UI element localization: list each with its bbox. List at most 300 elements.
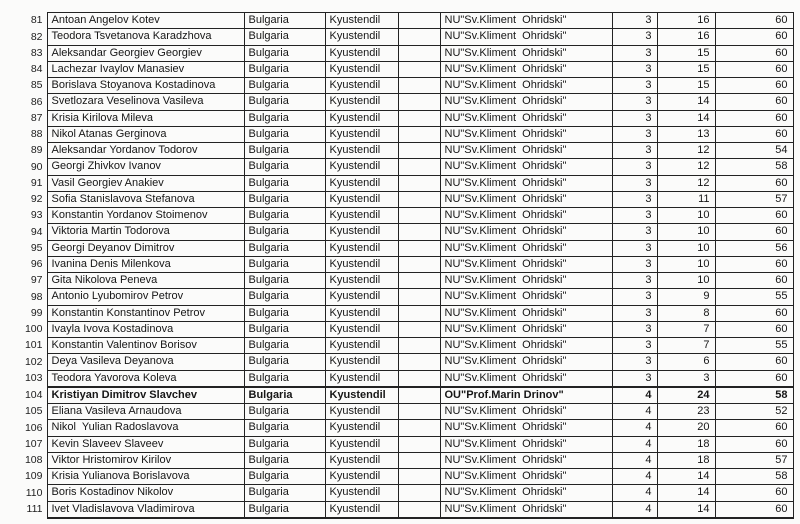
school-cell: NU"Sv.Kliment Ohridski" bbox=[440, 224, 612, 240]
table-row bbox=[0, 29, 793, 45]
city-cell: Kyustendil bbox=[325, 208, 398, 224]
school-cell: NU"Sv.Kliment Ohridski" bbox=[440, 159, 612, 175]
score-cell: 60 bbox=[715, 224, 793, 240]
school-cell: NU"Sv.Kliment Ohridski" bbox=[440, 191, 612, 207]
grade-cell: 4 bbox=[612, 501, 657, 518]
spacer-cell bbox=[398, 159, 440, 175]
points-cell: 15 bbox=[657, 45, 715, 61]
score-cell: 60 bbox=[715, 175, 793, 191]
school-cell: NU"Sv.Kliment Ohridski" bbox=[440, 256, 612, 272]
score-cell: 60 bbox=[715, 126, 793, 142]
points-cell: 10 bbox=[657, 208, 715, 224]
row-number-cell: 98 bbox=[30, 290, 43, 303]
score-cell: 58 bbox=[715, 159, 793, 175]
grade-cell: 4 bbox=[612, 485, 657, 501]
points-cell: 10 bbox=[657, 240, 715, 256]
school-cell: NU"Sv.Kliment Ohridski" bbox=[440, 94, 612, 110]
name-cell: Sofia Stanislavova Stefanova bbox=[47, 191, 244, 207]
table-row bbox=[0, 240, 793, 256]
grade-cell: 3 bbox=[612, 61, 657, 77]
school-cell: OU"Prof.Marin Drinov" bbox=[440, 387, 612, 404]
score-cell: 60 bbox=[715, 485, 793, 501]
points-cell: 18 bbox=[657, 436, 715, 452]
table-row bbox=[0, 175, 793, 191]
city-cell: Kyustendil bbox=[325, 485, 398, 501]
grade-cell: 3 bbox=[612, 208, 657, 224]
school-cell: NU"Sv.Kliment Ohridski" bbox=[440, 78, 612, 94]
name-cell: Aleksandar Yordanov Todorov bbox=[47, 143, 244, 159]
name-cell: Deya Vasileva Deyanova bbox=[47, 354, 244, 370]
spacer-cell bbox=[398, 256, 440, 272]
grade-cell: 4 bbox=[612, 420, 657, 436]
row-number-cell: 85 bbox=[30, 79, 43, 92]
school-cell: NU"Sv.Kliment Ohridski" bbox=[440, 501, 612, 518]
score-cell: 60 bbox=[715, 321, 793, 337]
school-cell: NU"Sv.Kliment Ohridski" bbox=[440, 420, 612, 436]
score-cell: 60 bbox=[715, 354, 793, 370]
table-row bbox=[0, 78, 793, 94]
country-cell: Bulgaria bbox=[244, 61, 325, 77]
grade-cell: 3 bbox=[612, 354, 657, 370]
row-number-cell: 108 bbox=[24, 454, 43, 467]
name-cell: Viktor Hristomirov Kirilov bbox=[47, 452, 244, 468]
school-cell: NU"Sv.Kliment Ohridski" bbox=[440, 404, 612, 420]
row-number-cell: 81 bbox=[30, 14, 43, 27]
city-cell: Kyustendil bbox=[325, 387, 398, 404]
spacer-cell bbox=[398, 94, 440, 110]
grade-cell: 3 bbox=[612, 273, 657, 289]
school-cell: NU"Sv.Kliment Ohridski" bbox=[440, 29, 612, 45]
table-row bbox=[0, 126, 793, 142]
table-row bbox=[0, 485, 793, 501]
points-cell: 6 bbox=[657, 354, 715, 370]
country-cell: Bulgaria bbox=[244, 321, 325, 337]
score-cell: 60 bbox=[715, 420, 793, 436]
country-cell: Bulgaria bbox=[244, 110, 325, 126]
table-row bbox=[0, 452, 793, 468]
score-cell: 54 bbox=[715, 143, 793, 159]
country-cell: Bulgaria bbox=[244, 485, 325, 501]
spacer-cell bbox=[398, 338, 440, 354]
table-row bbox=[0, 289, 793, 305]
points-cell: 3 bbox=[657, 370, 715, 387]
spacer-cell bbox=[398, 29, 440, 45]
school-cell: NU"Sv.Kliment Ohridski" bbox=[440, 13, 612, 29]
row-number-cell: 86 bbox=[30, 95, 43, 108]
grade-cell: 4 bbox=[612, 452, 657, 468]
score-cell: 60 bbox=[715, 501, 793, 518]
score-cell: 60 bbox=[715, 110, 793, 126]
country-cell: Bulgaria bbox=[244, 452, 325, 468]
spacer-cell bbox=[398, 485, 440, 501]
score-cell: 60 bbox=[715, 94, 793, 110]
grade-cell: 3 bbox=[612, 29, 657, 45]
city-cell: Kyustendil bbox=[325, 420, 398, 436]
row-number-cell: 97 bbox=[30, 274, 43, 287]
points-cell: 15 bbox=[657, 78, 715, 94]
row-number-cell: 90 bbox=[30, 160, 43, 173]
score-cell: 60 bbox=[715, 13, 793, 29]
row-number-cell: 106 bbox=[24, 421, 43, 434]
row-number-cell: 104 bbox=[24, 388, 43, 401]
city-cell: Kyustendil bbox=[325, 452, 398, 468]
school-cell: NU"Sv.Kliment Ohridski" bbox=[440, 485, 612, 501]
spacer-cell bbox=[398, 436, 440, 452]
points-cell: 13 bbox=[657, 126, 715, 142]
country-cell: Bulgaria bbox=[244, 45, 325, 61]
grade-cell: 4 bbox=[612, 387, 657, 404]
spacer-cell bbox=[398, 61, 440, 77]
table-row bbox=[0, 321, 793, 337]
name-cell: Kevin Slaveev Slaveev bbox=[47, 436, 244, 452]
spacer-cell bbox=[398, 321, 440, 337]
spacer-cell bbox=[398, 289, 440, 305]
points-cell: 12 bbox=[657, 175, 715, 191]
points-cell: 7 bbox=[657, 321, 715, 337]
name-cell: Antoan Angelov Kotev bbox=[47, 13, 244, 29]
grade-cell: 3 bbox=[612, 224, 657, 240]
score-cell: 56 bbox=[715, 240, 793, 256]
name-cell: Ivanina Denis Milenkova bbox=[47, 256, 244, 272]
city-cell: Kyustendil bbox=[325, 240, 398, 256]
score-cell: 60 bbox=[715, 78, 793, 94]
country-cell: Bulgaria bbox=[244, 191, 325, 207]
name-cell: Viktoria Martin Todorova bbox=[47, 224, 244, 240]
spacer-cell bbox=[398, 404, 440, 420]
name-cell: Nikol Atanas Gerginova bbox=[47, 126, 244, 142]
country-cell: Bulgaria bbox=[244, 370, 325, 387]
school-cell: NU"Sv.Kliment Ohridski" bbox=[440, 321, 612, 337]
country-cell: Bulgaria bbox=[244, 143, 325, 159]
row-number-cell: 105 bbox=[24, 405, 43, 418]
score-cell: 60 bbox=[715, 61, 793, 77]
country-cell: Bulgaria bbox=[244, 289, 325, 305]
school-cell: NU"Sv.Kliment Ohridski" bbox=[440, 61, 612, 77]
name-cell: Konstantin Konstantinov Petrov bbox=[47, 305, 244, 321]
table-row bbox=[0, 110, 793, 126]
country-cell: Bulgaria bbox=[244, 273, 325, 289]
country-cell: Bulgaria bbox=[244, 404, 325, 420]
school-cell: NU"Sv.Kliment Ohridski" bbox=[440, 289, 612, 305]
name-cell: Eliana Vasileva Arnaudova bbox=[47, 404, 244, 420]
city-cell: Kyustendil bbox=[325, 501, 398, 518]
points-cell: 10 bbox=[657, 273, 715, 289]
spacer-cell bbox=[398, 305, 440, 321]
grade-cell: 3 bbox=[612, 110, 657, 126]
table-row bbox=[0, 256, 793, 272]
row-number-cell: 107 bbox=[24, 437, 43, 450]
city-cell: Kyustendil bbox=[325, 143, 398, 159]
city-cell: Kyustendil bbox=[325, 94, 398, 110]
row-number-cell: 101 bbox=[24, 339, 43, 352]
spacer-cell bbox=[398, 370, 440, 387]
name-cell: Kristiyan Dimitrov Slavchev bbox=[47, 387, 244, 404]
score-cell: 60 bbox=[715, 436, 793, 452]
city-cell: Kyustendil bbox=[325, 126, 398, 142]
grade-cell: 4 bbox=[612, 404, 657, 420]
table-row bbox=[0, 338, 793, 354]
points-cell: 9 bbox=[657, 289, 715, 305]
grade-cell: 3 bbox=[612, 13, 657, 29]
city-cell: Kyustendil bbox=[325, 224, 398, 240]
table-row bbox=[0, 305, 793, 321]
table-row bbox=[0, 45, 793, 61]
name-cell: Svetlozara Veselinova Vasileva bbox=[47, 94, 244, 110]
name-cell: Boris Kostadinov Nikolov bbox=[47, 485, 244, 501]
points-cell: 14 bbox=[657, 110, 715, 126]
row-number-cell: 84 bbox=[30, 63, 43, 76]
city-cell: Kyustendil bbox=[325, 305, 398, 321]
country-cell: Bulgaria bbox=[244, 159, 325, 175]
name-cell: Nikol Yulian Radoslavova bbox=[47, 420, 244, 436]
country-cell: Bulgaria bbox=[244, 240, 325, 256]
row-number-cell: 111 bbox=[26, 503, 43, 516]
row-number-cell: 87 bbox=[30, 111, 43, 124]
spacer-cell bbox=[398, 208, 440, 224]
row-number-cell: 100 bbox=[24, 323, 43, 336]
name-cell: Aleksandar Georgiev Georgiev bbox=[47, 45, 244, 61]
row-number-cell: 83 bbox=[30, 46, 43, 59]
row-number-cell: 82 bbox=[30, 30, 43, 43]
table-row bbox=[0, 354, 793, 370]
points-cell: 7 bbox=[657, 338, 715, 354]
country-cell: Bulgaria bbox=[244, 78, 325, 94]
school-cell: NU"Sv.Kliment Ohridski" bbox=[440, 240, 612, 256]
country-cell: Bulgaria bbox=[244, 13, 325, 29]
city-cell: Kyustendil bbox=[325, 321, 398, 337]
name-cell: Krisia Kirilova Mileva bbox=[47, 110, 244, 126]
points-cell: 10 bbox=[657, 256, 715, 272]
spacer-cell bbox=[398, 78, 440, 94]
grade-cell: 3 bbox=[612, 240, 657, 256]
school-cell: NU"Sv.Kliment Ohridski" bbox=[440, 452, 612, 468]
row-number-cell: 110 bbox=[25, 486, 43, 499]
city-cell: Kyustendil bbox=[325, 13, 398, 29]
grade-cell: 3 bbox=[612, 143, 657, 159]
grade-cell: 3 bbox=[612, 289, 657, 305]
spacer-cell bbox=[398, 469, 440, 485]
country-cell: Bulgaria bbox=[244, 354, 325, 370]
points-cell: 14 bbox=[657, 94, 715, 110]
city-cell: Kyustendil bbox=[325, 29, 398, 45]
spacer-cell bbox=[398, 501, 440, 518]
city-cell: Kyustendil bbox=[325, 256, 398, 272]
row-number-cell: 103 bbox=[24, 372, 43, 385]
row-number-cell: 99 bbox=[30, 306, 43, 319]
spacer-cell bbox=[398, 452, 440, 468]
score-cell: 60 bbox=[715, 256, 793, 272]
country-cell: Bulgaria bbox=[244, 126, 325, 142]
points-cell: 11 bbox=[657, 191, 715, 207]
points-cell: 14 bbox=[657, 485, 715, 501]
city-cell: Kyustendil bbox=[325, 159, 398, 175]
score-cell: 60 bbox=[715, 305, 793, 321]
country-cell: Bulgaria bbox=[244, 469, 325, 485]
row-number-cell: 109 bbox=[24, 470, 43, 483]
country-cell: Bulgaria bbox=[244, 29, 325, 45]
grade-cell: 3 bbox=[612, 305, 657, 321]
row-number-cell: 88 bbox=[30, 128, 43, 141]
city-cell: Kyustendil bbox=[325, 110, 398, 126]
name-cell: Lachezar Ivaylov Manasiev bbox=[47, 61, 244, 77]
grade-cell: 3 bbox=[612, 338, 657, 354]
grade-cell: 3 bbox=[612, 321, 657, 337]
grade-cell: 4 bbox=[612, 436, 657, 452]
city-cell: Kyustendil bbox=[325, 404, 398, 420]
score-cell: 60 bbox=[715, 370, 793, 387]
city-cell: Kyustendil bbox=[325, 370, 398, 387]
row-number-cell: 94 bbox=[30, 225, 43, 238]
table-row bbox=[0, 420, 793, 436]
score-cell: 60 bbox=[715, 45, 793, 61]
row-number-cell: 93 bbox=[30, 209, 43, 222]
table-row bbox=[0, 208, 793, 224]
name-cell: Antonio Lyubomirov Petrov bbox=[47, 289, 244, 305]
school-cell: NU"Sv.Kliment Ohridski" bbox=[440, 469, 612, 485]
spacer-cell bbox=[398, 175, 440, 191]
name-cell: Ivayla Ivova Kostadinova bbox=[47, 321, 244, 337]
spacer-cell bbox=[398, 387, 440, 404]
table-row bbox=[0, 61, 793, 77]
table-row bbox=[0, 404, 793, 420]
country-cell: Bulgaria bbox=[244, 305, 325, 321]
score-cell: 57 bbox=[715, 191, 793, 207]
table-row bbox=[0, 143, 793, 159]
school-cell: NU"Sv.Kliment Ohridski" bbox=[440, 45, 612, 61]
table-row bbox=[0, 273, 793, 289]
name-cell: Borislava Stoyanova Kostadinova bbox=[47, 78, 244, 94]
spacer-cell bbox=[398, 45, 440, 61]
name-cell: Konstantin Valentinov Borisov bbox=[47, 338, 244, 354]
spacer-cell bbox=[398, 273, 440, 289]
city-cell: Kyustendil bbox=[325, 175, 398, 191]
points-cell: 24 bbox=[657, 387, 715, 404]
results-table bbox=[0, 12, 794, 519]
spacer-cell bbox=[398, 126, 440, 142]
table-row bbox=[0, 94, 793, 110]
grade-cell: 3 bbox=[612, 45, 657, 61]
points-cell: 15 bbox=[657, 61, 715, 77]
city-cell: Kyustendil bbox=[325, 338, 398, 354]
school-cell: NU"Sv.Kliment Ohridski" bbox=[440, 338, 612, 354]
city-cell: Kyustendil bbox=[325, 436, 398, 452]
name-cell: Georgi Deyanov Dimitrov bbox=[47, 240, 244, 256]
school-cell: NU"Sv.Kliment Ohridski" bbox=[440, 126, 612, 142]
score-cell: 58 bbox=[715, 469, 793, 485]
country-cell: Bulgaria bbox=[244, 436, 325, 452]
table-row bbox=[0, 370, 793, 387]
spacer-cell bbox=[398, 420, 440, 436]
spacer-cell bbox=[398, 354, 440, 370]
row-number-cell: 92 bbox=[30, 193, 43, 206]
score-cell: 55 bbox=[715, 338, 793, 354]
city-cell: Kyustendil bbox=[325, 289, 398, 305]
table-row bbox=[0, 159, 793, 175]
school-cell: NU"Sv.Kliment Ohridski" bbox=[440, 273, 612, 289]
points-cell: 23 bbox=[657, 404, 715, 420]
points-cell: 20 bbox=[657, 420, 715, 436]
city-cell: Kyustendil bbox=[325, 61, 398, 77]
points-cell: 14 bbox=[657, 501, 715, 518]
city-cell: Kyustendil bbox=[325, 78, 398, 94]
spacer-cell bbox=[398, 143, 440, 159]
spacer-cell bbox=[398, 224, 440, 240]
table-row bbox=[0, 387, 793, 404]
grade-cell: 3 bbox=[612, 175, 657, 191]
row-number-cell: 89 bbox=[30, 144, 43, 157]
school-cell: NU"Sv.Kliment Ohridski" bbox=[440, 354, 612, 370]
score-cell: 60 bbox=[715, 273, 793, 289]
school-cell: NU"Sv.Kliment Ohridski" bbox=[440, 110, 612, 126]
country-cell: Bulgaria bbox=[244, 387, 325, 404]
spacer-cell bbox=[398, 13, 440, 29]
country-cell: Bulgaria bbox=[244, 94, 325, 110]
grade-cell: 3 bbox=[612, 94, 657, 110]
row-number-cell: 91 bbox=[30, 176, 43, 189]
score-cell: 58 bbox=[715, 387, 793, 404]
table-row bbox=[0, 436, 793, 452]
name-cell: Vasil Georgiev Anakiev bbox=[47, 175, 244, 191]
grade-cell: 3 bbox=[612, 159, 657, 175]
city-cell: Kyustendil bbox=[325, 191, 398, 207]
name-cell: Georgi Zhivkov Ivanov bbox=[47, 159, 244, 175]
spacer-cell bbox=[398, 191, 440, 207]
points-cell: 8 bbox=[657, 305, 715, 321]
table-row bbox=[0, 501, 793, 518]
city-cell: Kyustendil bbox=[325, 45, 398, 61]
grade-cell: 3 bbox=[612, 370, 657, 387]
country-cell: Bulgaria bbox=[244, 420, 325, 436]
points-cell: 12 bbox=[657, 159, 715, 175]
table-row bbox=[0, 469, 793, 485]
name-cell: Teodora Tsvetanova Karadzhova bbox=[47, 29, 244, 45]
country-cell: Bulgaria bbox=[244, 224, 325, 240]
points-cell: 16 bbox=[657, 29, 715, 45]
score-cell: 60 bbox=[715, 29, 793, 45]
country-cell: Bulgaria bbox=[244, 338, 325, 354]
points-cell: 18 bbox=[657, 452, 715, 468]
spacer-cell bbox=[398, 110, 440, 126]
school-cell: NU"Sv.Kliment Ohridski" bbox=[440, 208, 612, 224]
row-number-cell: 96 bbox=[30, 258, 43, 271]
grade-cell: 3 bbox=[612, 126, 657, 142]
grade-cell: 3 bbox=[612, 191, 657, 207]
score-cell: 55 bbox=[715, 289, 793, 305]
grade-cell: 3 bbox=[612, 256, 657, 272]
row-number-cell: 95 bbox=[30, 241, 43, 254]
school-cell: NU"Sv.Kliment Ohridski" bbox=[440, 143, 612, 159]
points-cell: 14 bbox=[657, 469, 715, 485]
city-cell: Kyustendil bbox=[325, 273, 398, 289]
country-cell: Bulgaria bbox=[244, 208, 325, 224]
name-cell: Teodora Yavorova Koleva bbox=[47, 370, 244, 387]
name-cell: Krisia Yulianova Borislavova bbox=[47, 469, 244, 485]
table-row bbox=[0, 224, 793, 240]
name-cell: Gita Nikolova Peneva bbox=[47, 273, 244, 289]
points-cell: 16 bbox=[657, 13, 715, 29]
grade-cell: 4 bbox=[612, 469, 657, 485]
name-cell: Konstantin Yordanov Stoimenov bbox=[47, 208, 244, 224]
country-cell: Bulgaria bbox=[244, 501, 325, 518]
table-row bbox=[0, 191, 793, 207]
city-cell: Kyustendil bbox=[325, 354, 398, 370]
points-cell: 12 bbox=[657, 143, 715, 159]
school-cell: NU"Sv.Kliment Ohridski" bbox=[440, 305, 612, 321]
row-number-cell: 102 bbox=[24, 355, 43, 368]
country-cell: Bulgaria bbox=[244, 175, 325, 191]
school-cell: NU"Sv.Kliment Ohridski" bbox=[440, 370, 612, 387]
score-cell: 60 bbox=[715, 208, 793, 224]
